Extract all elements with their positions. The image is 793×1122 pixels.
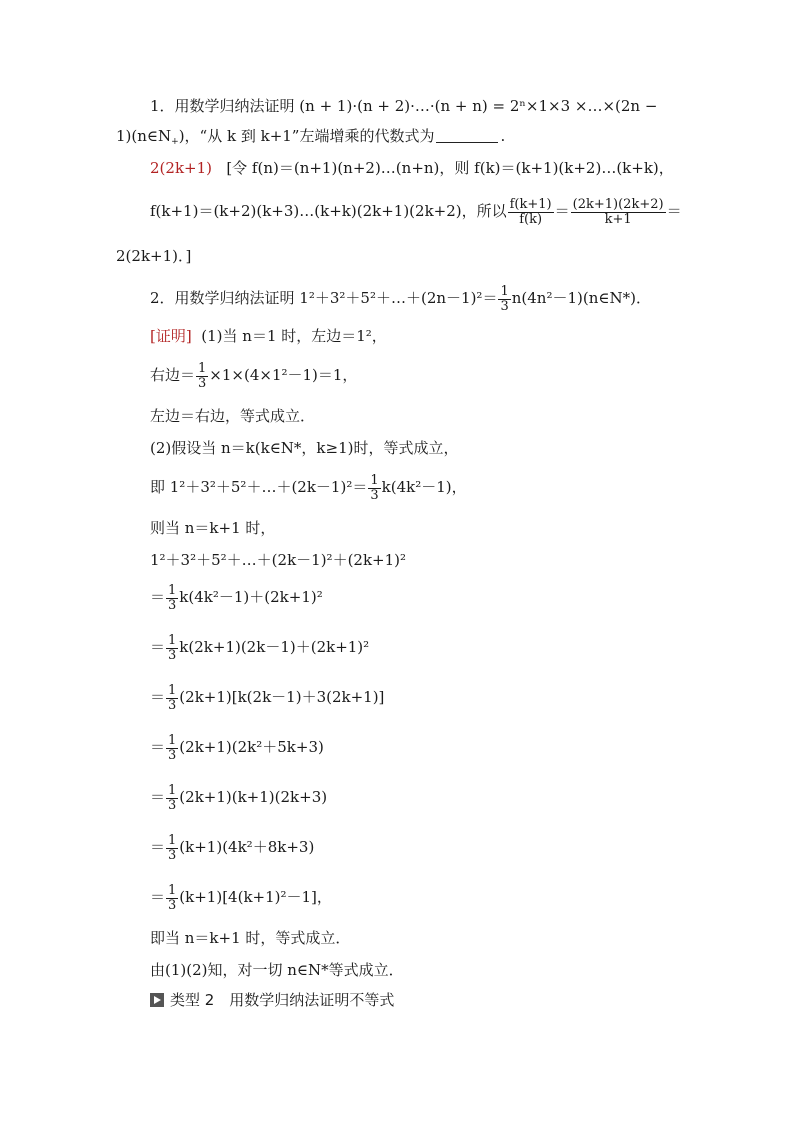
derivation-step (150, 830, 314, 864)
derivation-step (150, 580, 323, 614)
proof-line7: 1²＋3²＋5²＋…＋(2k－1)²＋(2k+1)² (150, 551, 407, 569)
proof-conclusion1: 即当 n＝k+1 时，等式成立． (150, 929, 351, 947)
denominator: 3 (198, 375, 207, 391)
fraction (508, 198, 554, 227)
equals: ＝ (150, 738, 166, 756)
denominator: 3 (168, 647, 177, 663)
problem1-line1: 1．用数学归纳法证明 (n + 1)·(n + 2)·…·(n + n) = 2ⁿ×1×3 ×…×(2n − (150, 97, 658, 115)
equals: ＝ (150, 638, 166, 656)
proof-line5 (150, 470, 467, 504)
denominator: 3 (168, 697, 177, 713)
text: [令 f(n)＝(n+1)(n+2)…(n+n)，则 f(k)＝(k+1)(k+2)…(k+k)， (226, 159, 674, 177)
step-text: k(4k²－1)＋(2k+1)² (179, 588, 323, 606)
denominator: 3 (168, 797, 177, 813)
text: 2．用数学归纳法证明 1²＋3²＋5²＋…＋(2n－1)²＝ (150, 289, 498, 307)
proof-line3: 左边＝右边，等式成立． (150, 407, 316, 425)
fraction-one-third (196, 362, 208, 391)
derivation-step (150, 780, 327, 814)
fraction-one-third (166, 884, 178, 913)
fraction-one-third (498, 285, 510, 314)
text: (1)当 n＝1 时，左边＝1²， (201, 327, 387, 345)
text: )，“从 k 到 k+1”左端增乘的代数式为 (178, 127, 435, 145)
numerator: f(k+1) (509, 196, 552, 212)
problem2-statement (150, 281, 651, 315)
numerator: 1 (168, 832, 177, 848)
derivation-step (150, 730, 324, 764)
derivation-step (150, 880, 332, 914)
step-text: (k+1)[4(k+1)²－1]， (179, 888, 332, 906)
numerator: 1 (500, 283, 509, 299)
text: k(4k²－1)， (381, 478, 467, 496)
equals: ＝ (150, 888, 166, 906)
problem1-solution-line1 (150, 158, 674, 178)
fraction (571, 198, 666, 227)
fraction-one-third (166, 734, 178, 763)
step-text: (2k+1)[k(2k－1)＋3(2k+1)] (179, 688, 385, 706)
numerator: 1 (168, 632, 177, 648)
text: f(k+1)＝(k+2)(k+3)…(k+k)(2k+1)(2k+2)，所以 (150, 202, 507, 220)
denominator: 3 (168, 847, 177, 863)
numerator: 1 (168, 732, 177, 748)
fraction-one-third (166, 634, 178, 663)
equals: ＝ (150, 588, 166, 606)
equals: ＝ (150, 788, 166, 806)
denominator: 3 (168, 747, 177, 763)
numerator: 1 (198, 360, 207, 376)
proof-conclusion2: 由(1)(2)知，对一切 n∈N*等式成立． (150, 961, 404, 979)
numerator: 1 (168, 582, 177, 598)
text: ×1×(4×1²－1)＝1， (209, 366, 358, 384)
section-heading (150, 990, 394, 1010)
equals: ＝ (666, 202, 682, 220)
equals: ＝ (554, 202, 570, 220)
text: . (500, 127, 506, 145)
section-label: 类型 2 用数学归纳法证明不等式 (170, 991, 395, 1009)
step-text: k(2k+1)(2k－1)＋(2k+1)² (179, 638, 370, 656)
derivation-step (150, 630, 369, 664)
denominator: 3 (168, 597, 177, 613)
text: 1)(n∈N (116, 127, 172, 145)
numerator: 1 (370, 472, 379, 488)
proof-line1 (150, 326, 387, 346)
numerator: 1 (168, 882, 177, 898)
text: n(4n²－1)(n∈N*)． (511, 289, 651, 307)
proof-line4: (2)假设当 n＝k(k∈N*，k≥1)时，等式成立， (150, 439, 459, 457)
proof-line2 (150, 358, 357, 392)
derivation-step (150, 680, 384, 714)
equals: ＝ (150, 688, 166, 706)
equals: ＝ (150, 838, 166, 856)
proof-line6: 则当 n＝k+1 时， (150, 519, 276, 537)
denominator: 3 (370, 487, 379, 503)
answer-text: 2(2k+1) (150, 159, 212, 177)
subscript: + (171, 137, 179, 147)
fraction-one-third (166, 784, 178, 813)
fraction-one-third (166, 684, 178, 713)
fraction-one-third (166, 584, 178, 613)
denominator: k+1 (604, 211, 632, 227)
problem1-solution-line3: 2(2k+1)．] (116, 247, 192, 265)
text: 即 1²＋3²＋5²＋…＋(2k－1)²＝ (150, 478, 368, 496)
fraction-one-third (166, 834, 178, 863)
denominator: 3 (500, 298, 509, 314)
text: 右边＝ (150, 366, 196, 384)
answer-blank (436, 128, 498, 143)
problem1-line2 (116, 126, 505, 146)
denominator: 3 (168, 897, 177, 913)
play-triangle-icon (150, 993, 164, 1007)
numerator: 1 (168, 782, 177, 798)
step-text: (2k+1)(k+1)(2k+3) (179, 788, 328, 806)
proof-tag: [证明] (150, 327, 192, 345)
numerator: (2k+1)(2k+2) (572, 196, 664, 212)
denominator: f(k) (519, 211, 543, 227)
fraction-one-third (368, 474, 380, 503)
problem1-solution-line2 (150, 194, 682, 228)
step-text: (2k+1)(2k²＋5k+3) (179, 738, 324, 756)
step-text: (k+1)(4k²＋8k+3) (179, 838, 315, 856)
numerator: 1 (168, 682, 177, 698)
